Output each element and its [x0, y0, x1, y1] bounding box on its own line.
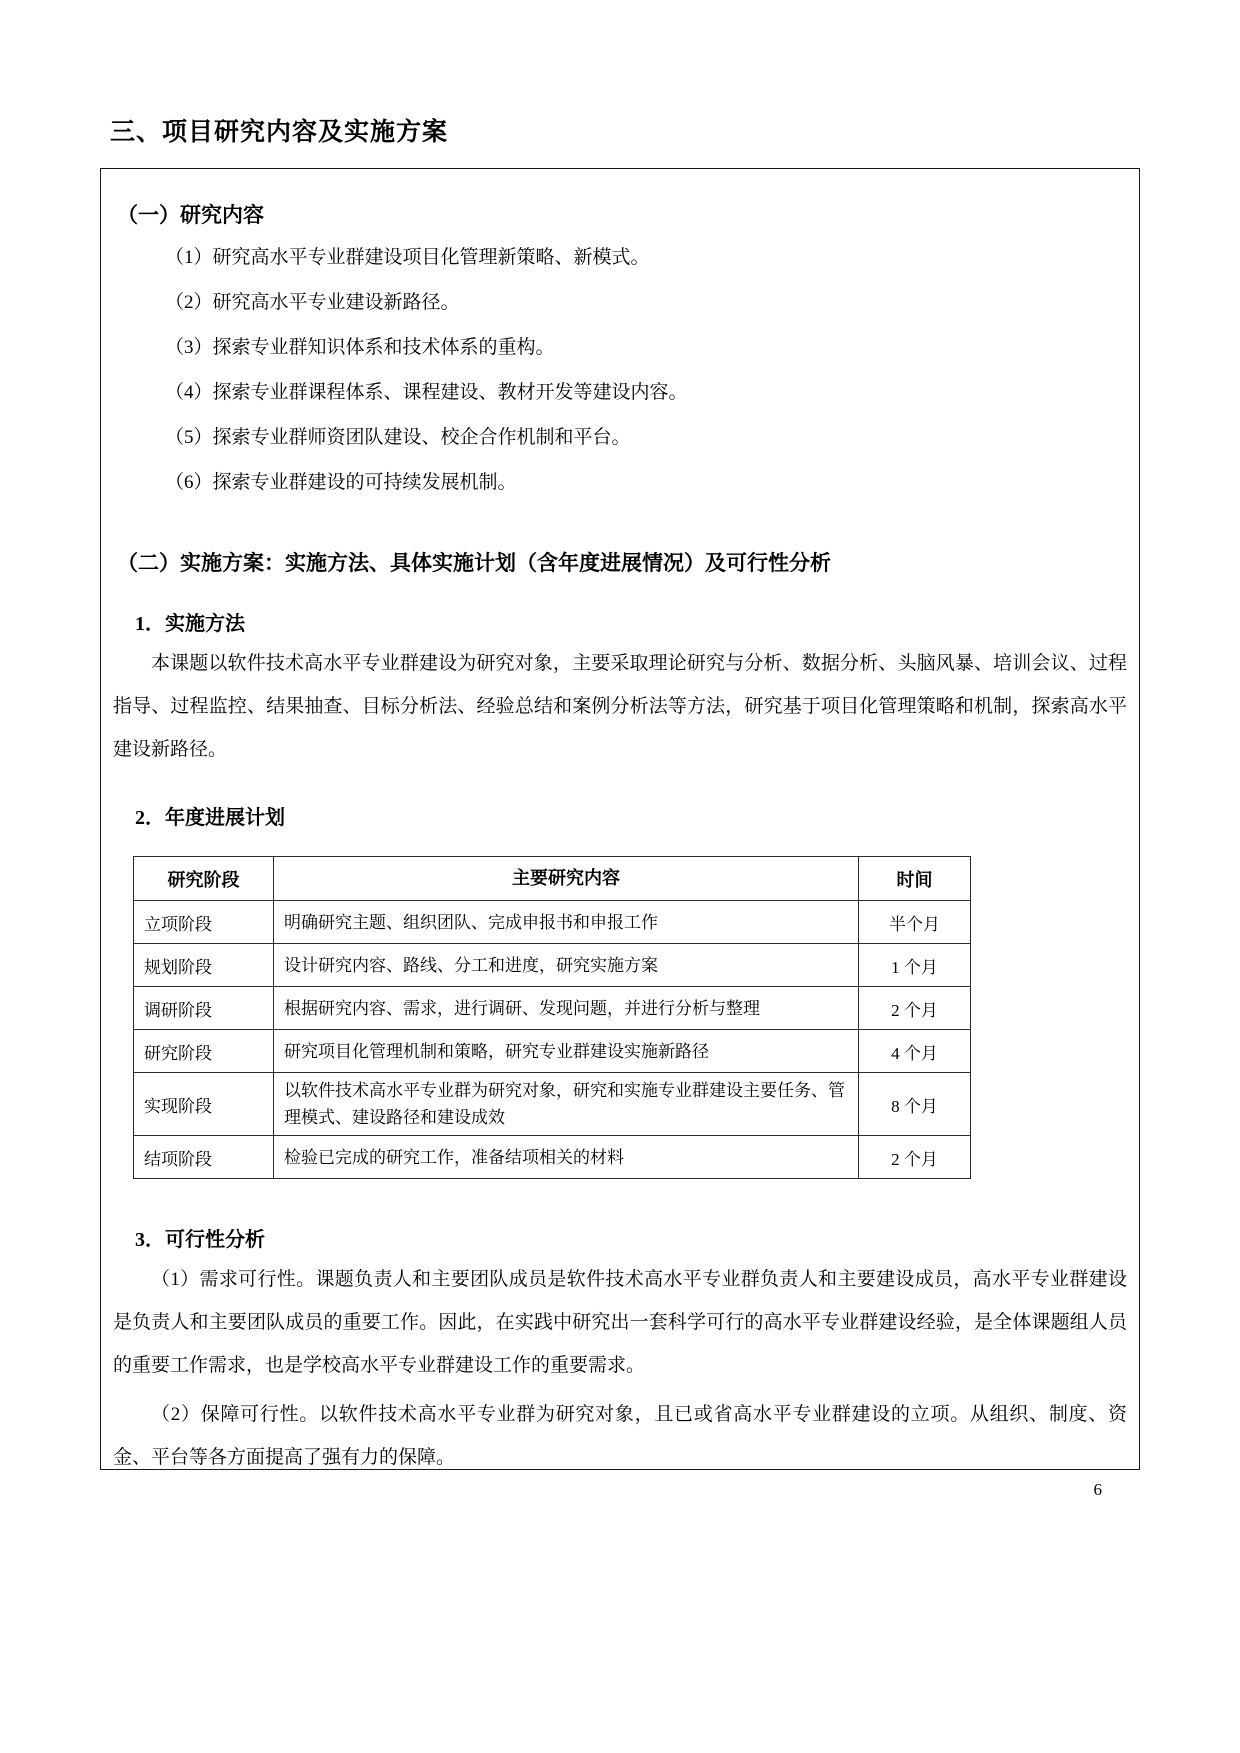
- annual-plan-heading: 2．年度进展计划: [135, 807, 285, 829]
- cell-time: 半个月: [859, 901, 971, 944]
- cell-content: 根据研究内容、需求，进行调研、发现问题，并进行分析与整理: [274, 987, 859, 1030]
- table-row: [134, 1030, 971, 1073]
- page-number: 6: [1093, 1480, 1102, 1499]
- table-row: [134, 987, 971, 1030]
- cell-stage: 调研阶段: [134, 987, 274, 1030]
- cell-stage: 结项阶段: [134, 1136, 274, 1179]
- column-header-time: 时间: [859, 857, 971, 901]
- research-content-list: [111, 235, 1129, 505]
- annual-plan-table: [133, 856, 971, 1179]
- implementation-method-paragraph: 本课题以软件技术高水平专业群建设为研究对象，主要采取理论研究与分析、数据分析、头脑风暴、培训会议、过程指导、过程监控、结果抽查、目标分析法、经验总结和案例分析法等方法，研究基于项目化管理策略和机制，探索高水平建设新路径。: [113, 653, 1127, 760]
- table-header: [134, 857, 971, 901]
- cell-time: 4 个月: [859, 1030, 971, 1073]
- cell-content: 检验已完成的研究工作，准备结项相关的材料: [274, 1136, 859, 1179]
- list-item: （4）探索专业群课程体系、课程建设、教材开发等建设内容。: [165, 382, 688, 403]
- cell-time: 8 个月: [859, 1073, 971, 1136]
- column-header-content: 主要研究内容: [274, 857, 859, 901]
- list-item: （1）研究高水平专业群建设项目化管理新策略、新模式。: [165, 247, 650, 268]
- section-2-heading: （二）实施方案：实施方法、具体实施计划（含年度进展情况）及可行性分析: [117, 551, 831, 575]
- table-body: [134, 901, 971, 1179]
- list-item: （2）研究高水平专业建设新路径。: [165, 292, 460, 313]
- cell-stage: 规划阶段: [134, 944, 274, 987]
- column-header-stage: 研究阶段: [134, 857, 274, 901]
- cell-time: 2 个月: [859, 987, 971, 1030]
- feasibility-paragraph-1: （1）需求可行性。课题负责人和主要团队成员是软件技术高水平专业群负责人和主要建设成员，高水平专业群建设是负责人和主要团队成员的重要工作。因此，在实践中研究出一套科学可行的高水平专业群建设经验，是全体课题组人员的重要工作需求，也是学校高水平专业群建设工作的重要需求。: [113, 1269, 1127, 1376]
- table-row: [134, 944, 971, 987]
- cell-stage: 实现阶段: [134, 1073, 274, 1136]
- cell-time: 2 个月: [859, 1136, 971, 1179]
- table-row: [134, 1073, 971, 1136]
- page-title: 三、项目研究内容及实施方案: [110, 119, 449, 146]
- cell-content: 设计研究内容、路线、分工和进度，研究实施方案: [274, 944, 859, 987]
- list-item: （5）探索专业群师资团队建设、校企合作机制和平台。: [165, 427, 631, 448]
- cell-content: 明确研究主题、组织团队、完成申报书和申报工作: [274, 901, 859, 944]
- table-row: [134, 1136, 971, 1179]
- table-header-row: [134, 857, 971, 901]
- table-row: [134, 901, 971, 944]
- cell-stage: 研究阶段: [134, 1030, 274, 1073]
- list-item: （6）探索专业群建设的可持续发展机制。: [165, 472, 517, 493]
- cell-content: 研究项目化管理机制和策略，研究专业群建设实施新路径: [274, 1030, 859, 1073]
- list-item: （3）探索专业群知识体系和技术体系的重构。: [165, 337, 555, 358]
- cell-stage: 立项阶段: [134, 901, 274, 944]
- cell-content: 以软件技术高水平专业群为研究对象，研究和实施专业群建设主要任务、管理模式、建设路径和建设成效: [274, 1073, 859, 1136]
- feasibility-paragraph-2: （2）保障可行性。以软件技术高水平专业群为研究对象，且已或省高水平专业群建设的立项。从组织、制度、资金、平台等各方面提高了强有力的保障。: [113, 1404, 1127, 1468]
- implementation-method-heading: 1．实施方法: [135, 613, 245, 635]
- content-border-box: [100, 168, 1140, 1470]
- cell-time: 1 个月: [859, 944, 971, 987]
- section-1-heading: （一）研究内容: [117, 203, 264, 227]
- feasibility-heading: 3．可行性分析: [135, 1229, 265, 1251]
